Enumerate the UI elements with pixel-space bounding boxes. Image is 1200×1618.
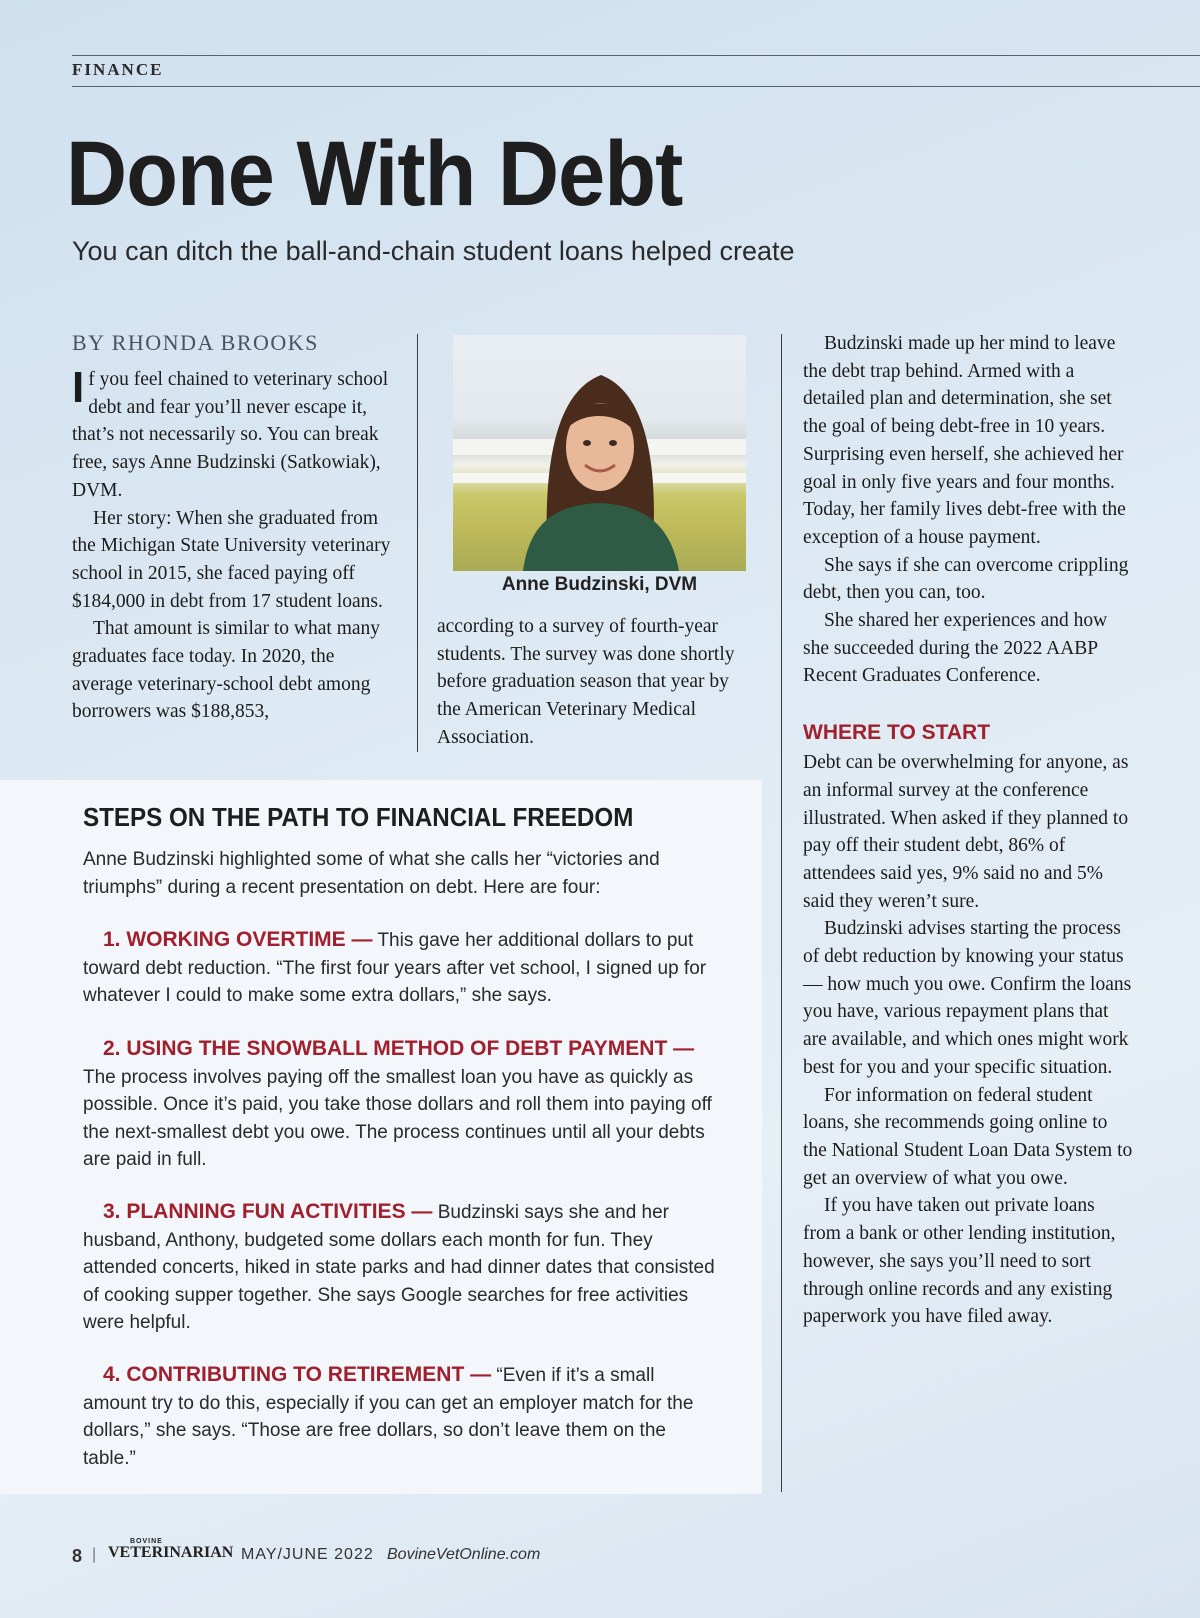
sidebar-step	[83, 926, 719, 1010]
paragraph: Budzinski advises starting the process of debt reduction by knowing your status — how much you owe. Confirm the loans you have, various repayment plans that are available, and which ones might work best for you and your specific situation.	[803, 918, 1132, 1078]
footer-separator: |	[92, 1546, 97, 1563]
paragraph: She shared her experiences and how she succeeded during the 2022 AABP Recent Graduates Conference.	[803, 610, 1108, 687]
drop-cap: I	[72, 363, 85, 412]
logo-small-text: BOVINE	[130, 1538, 163, 1545]
website-link[interactable]: BovineVetOnline.com	[387, 1546, 541, 1563]
paragraph: That amount is similar to what many graduates face today. In 2020, the average veterinary-school debt among borrowers was $188,853,	[72, 618, 381, 723]
step-text: The process involves paying off the smallest loan you have as quickly as possible. Once it’s paid, you take those dollars and roll them into paying off the next-smallest debt you owe. The process continues until all your debts are paid in full.	[83, 1066, 712, 1170]
magazine-logo	[108, 1538, 234, 1566]
section-label: FINANCE	[72, 60, 164, 79]
step-heading: 4. CONTRIBUTING TO RETIREMENT —	[103, 1363, 492, 1386]
step-text: This gave her additional dollars to put toward debt reduction. “The first four years after vet school, I signed up for whatever I could to make some extra dollars,” she says.	[83, 930, 707, 1006]
paragraph: She says if she can overcome crippling debt, then you can, too.	[803, 554, 1129, 604]
paragraph: according to a survey of fourth-year students. The survey was done shortly before graduation season that year by the American Veterinary Medical Association.	[437, 616, 735, 748]
sidebar-intro: Anne Budzinski highlighted some of what she calls her “victories and triumphs” during a recent presentation on debt. Here are four:	[83, 849, 660, 898]
paragraph	[72, 363, 398, 505]
column-1	[72, 363, 398, 726]
header-top-rule	[72, 55, 1200, 56]
paragraph: Budzinski made up her mind to leave the debt trap behind. Armed with a detailed plan and determination, she set the goal of being debt-free in 10 years. Surprising even herself, she achieved her goal in only five years and four months. Today, her family lives debt-free with the exception of a house payment.	[803, 333, 1126, 548]
page-number: 8	[72, 1546, 83, 1566]
portrait-photo	[453, 335, 746, 571]
column-divider	[417, 334, 418, 752]
logo-text: VETERINARIAN	[108, 1544, 234, 1561]
headline: Done With Debt	[66, 123, 683, 225]
sidebar-step	[83, 1361, 719, 1472]
paragraph: If you have taken out private loans from a bank or other lending institution, however, she says you’ll need to sort through online records and any existing paperwork you have filed away.	[803, 1195, 1116, 1328]
column-2	[437, 613, 755, 752]
sidebar-title: STEPS ON THE PATH TO FINANCIAL FREEDOM	[83, 802, 634, 832]
step-heading: 1. WORKING OVERTIME —	[103, 928, 373, 951]
photo-caption: Anne Budzinski, DVM	[501, 574, 698, 595]
step-heading: 2. USING THE SNOWBALL METHOD OF DEBT PAYMENT —	[103, 1037, 695, 1060]
paragraph: For information on federal student loans, she recommends going online to the National Student Loan Data System to get an overview of what you owe.	[803, 1084, 1133, 1189]
subhead-where-to-start: WHERE TO START	[803, 721, 991, 745]
portrait-illustration	[453, 335, 746, 571]
issue-date: MAY/JUNE 2022	[241, 1546, 374, 1563]
paragraph: Debt can be overwhelming for anyone, as an informal survey at the conference illustrated. When asked if they planned to pay off their student debt, 86% of attendees said yes, 9% said no and 5% said they weren’t sure.	[803, 752, 1129, 912]
paragraph: Her story: When she graduated from the Michigan State University veterinary school in 2015, she faced paying off $184,000 in debt from 17 student loans.	[72, 507, 391, 612]
paragraph-text: f you feel chained to veterinary school debt and fear you’ll never escape it, that’s not necessarily so. You can break free, says Anne Budzinski (Satkowiak), DVM.	[72, 369, 389, 501]
step-heading: 3. PLANNING FUN ACTIVITIES —	[103, 1200, 433, 1223]
sidebar-step	[83, 1198, 719, 1337]
sidebar-step	[83, 1035, 719, 1174]
step-text: “Even if it’s a small amount try to do this, especially if you can get an employer match for the dollars,” she says. “Those are free dollars, so don’t leave them on the table.”	[83, 1365, 694, 1469]
byline: BY RHONDA BROOKS	[72, 330, 319, 355]
step-text: Budzinski says she and her husband, Anthony, budgeted some dollars each month for fun. They attended concerts, hiked in state parks and had dinner dates that consisted of cooking supper together. She says Google searches for free activities were helpful.	[83, 1202, 715, 1333]
column-divider	[781, 334, 782, 1492]
column-3	[803, 330, 1133, 1331]
dek: You can ditch the ball-and-chain student loans helped create	[72, 236, 795, 266]
header-bottom-rule	[72, 86, 1200, 87]
